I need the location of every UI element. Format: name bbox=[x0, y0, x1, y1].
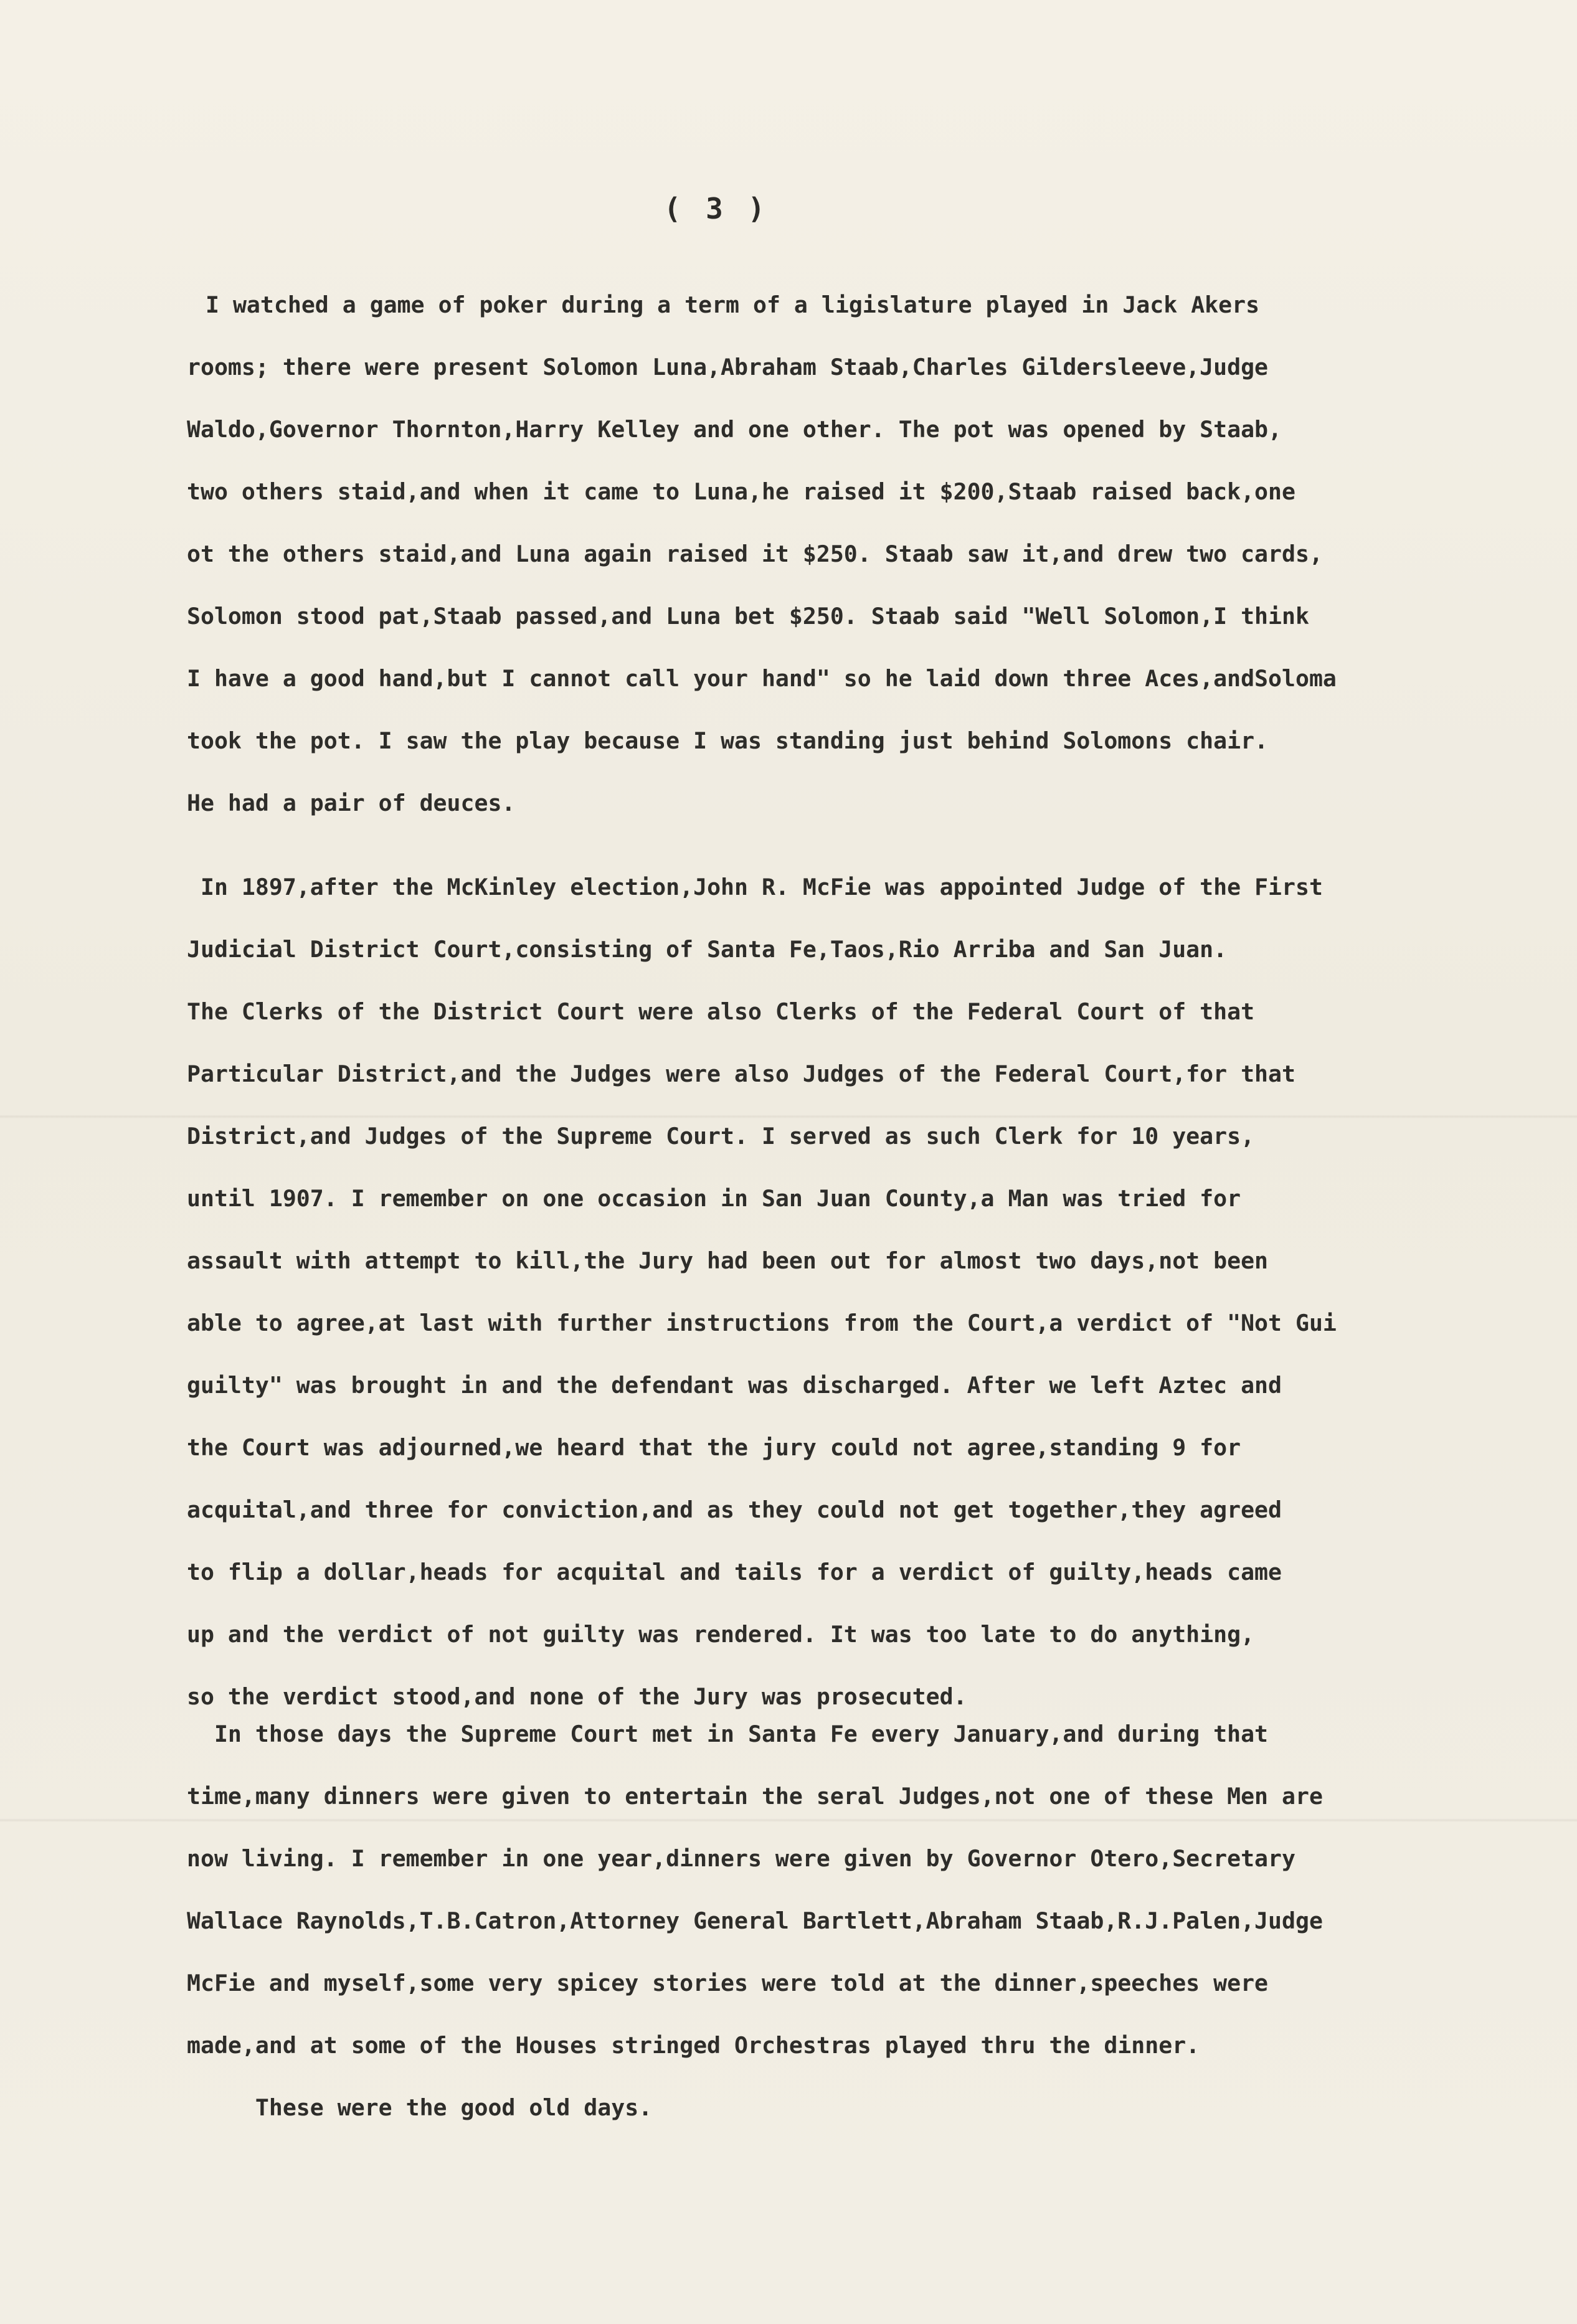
text-line: two others staid,and when it came to Luna,he raised it $200,Staab raised back,one bbox=[187, 478, 1295, 505]
text-line: guilty" was brought in and the defendant was discharged. After we left Aztec and bbox=[187, 1372, 1282, 1399]
paragraph-district-court bbox=[187, 856, 1513, 1728]
text-line: I watched a game of poker during a term of a ligislature played in Jack Akers bbox=[206, 291, 1260, 318]
text-line: the Court was adjourned,we heard that the jury could not agree,standing 9 for bbox=[187, 1434, 1241, 1461]
text-line: In 1897,after the McKinley election,John R. McFie was appointed Judge of the First bbox=[201, 874, 1323, 900]
text-line: up and the verdict of not guilty was rendered. It was too late to do anything, bbox=[187, 1621, 1255, 1648]
paragraph-poker-game bbox=[187, 274, 1513, 834]
text-line: until 1907. I remember on one occasion in San Juan County,a Man was tried for bbox=[187, 1185, 1241, 1212]
text-line: took the pot. I saw the play because I was standing just behind Solomons chair. bbox=[187, 727, 1269, 754]
text-line: I have a good hand,but I cannot call your hand" so he laid down three Aces,andSoloma bbox=[187, 665, 1337, 692]
text-line: able to agree,at last with further instructions from the Court,a verdict of "Not Gui bbox=[187, 1310, 1337, 1336]
page-number: ( 3 ) bbox=[663, 192, 769, 225]
text-line: now living. I remember in one year,dinners were given by Governor Otero,Secretary bbox=[187, 1845, 1295, 1872]
text-line: Solomon stood pat,Staab passed,and Luna bet $250. Staab said "Well Solomon,I think bbox=[187, 603, 1309, 630]
text-line: Wallace Raynolds,T.B.Catron,Attorney General Bartlett,Abraham Staab,R.J.Palen,Judge bbox=[187, 1907, 1323, 1934]
text-line: made,and at some of the Houses stringed Orchestras played thru the dinner. bbox=[187, 2032, 1200, 2059]
text-line: McFie and myself,some very spicey stories were told at the dinner,speeches were bbox=[187, 1970, 1269, 1996]
text-line: to flip a dollar,heads for acquital and tails for a verdict of guilty,heads came bbox=[187, 1559, 1282, 1585]
text-line: acquital,and three for conviction,and as they could not get together,they agreed bbox=[187, 1496, 1282, 1523]
text-line: ot the others staid,and Luna again raised it $250. Staab saw it,and drew two cards, bbox=[187, 541, 1323, 567]
text-line: District,and Judges of the Supreme Court. I served as such Clerk for 10 years, bbox=[187, 1123, 1255, 1150]
text-line: assault with attempt to kill,the Jury had been out for almost two days,not been bbox=[187, 1247, 1269, 1274]
text-line: In those days the Supreme Court met in Santa Fe every January,and during that bbox=[187, 1721, 1269, 1747]
paragraph-supreme-court-dinners bbox=[187, 1703, 1513, 2139]
text-line: so the verdict stood,and none of the Jury was prosecuted. bbox=[187, 1683, 967, 1710]
text-line: He had a pair of deuces. bbox=[187, 790, 516, 816]
text-line: time,many dinners were given to entertain the seral Judges,not one of these Men are bbox=[187, 1783, 1323, 1810]
text-line: The Clerks of the District Court were also Clerks of the Federal Court of that bbox=[187, 998, 1255, 1025]
text-line: Particular District,and the Judges were also Judges of the Federal Court,for that bbox=[187, 1060, 1295, 1087]
text-line: Judicial District Court,consisting of Santa Fe,Taos,Rio Arriba and San Juan. bbox=[187, 936, 1228, 963]
text-line: rooms; there were present Solomon Luna,Abraham Staab,Charles Gildersleeve,Judge bbox=[187, 354, 1269, 380]
text-line: Waldo,Governor Thornton,Harry Kelley and one other. The pot was opened by Staab, bbox=[187, 416, 1282, 443]
text-line: These were the good old days. bbox=[187, 2094, 653, 2121]
